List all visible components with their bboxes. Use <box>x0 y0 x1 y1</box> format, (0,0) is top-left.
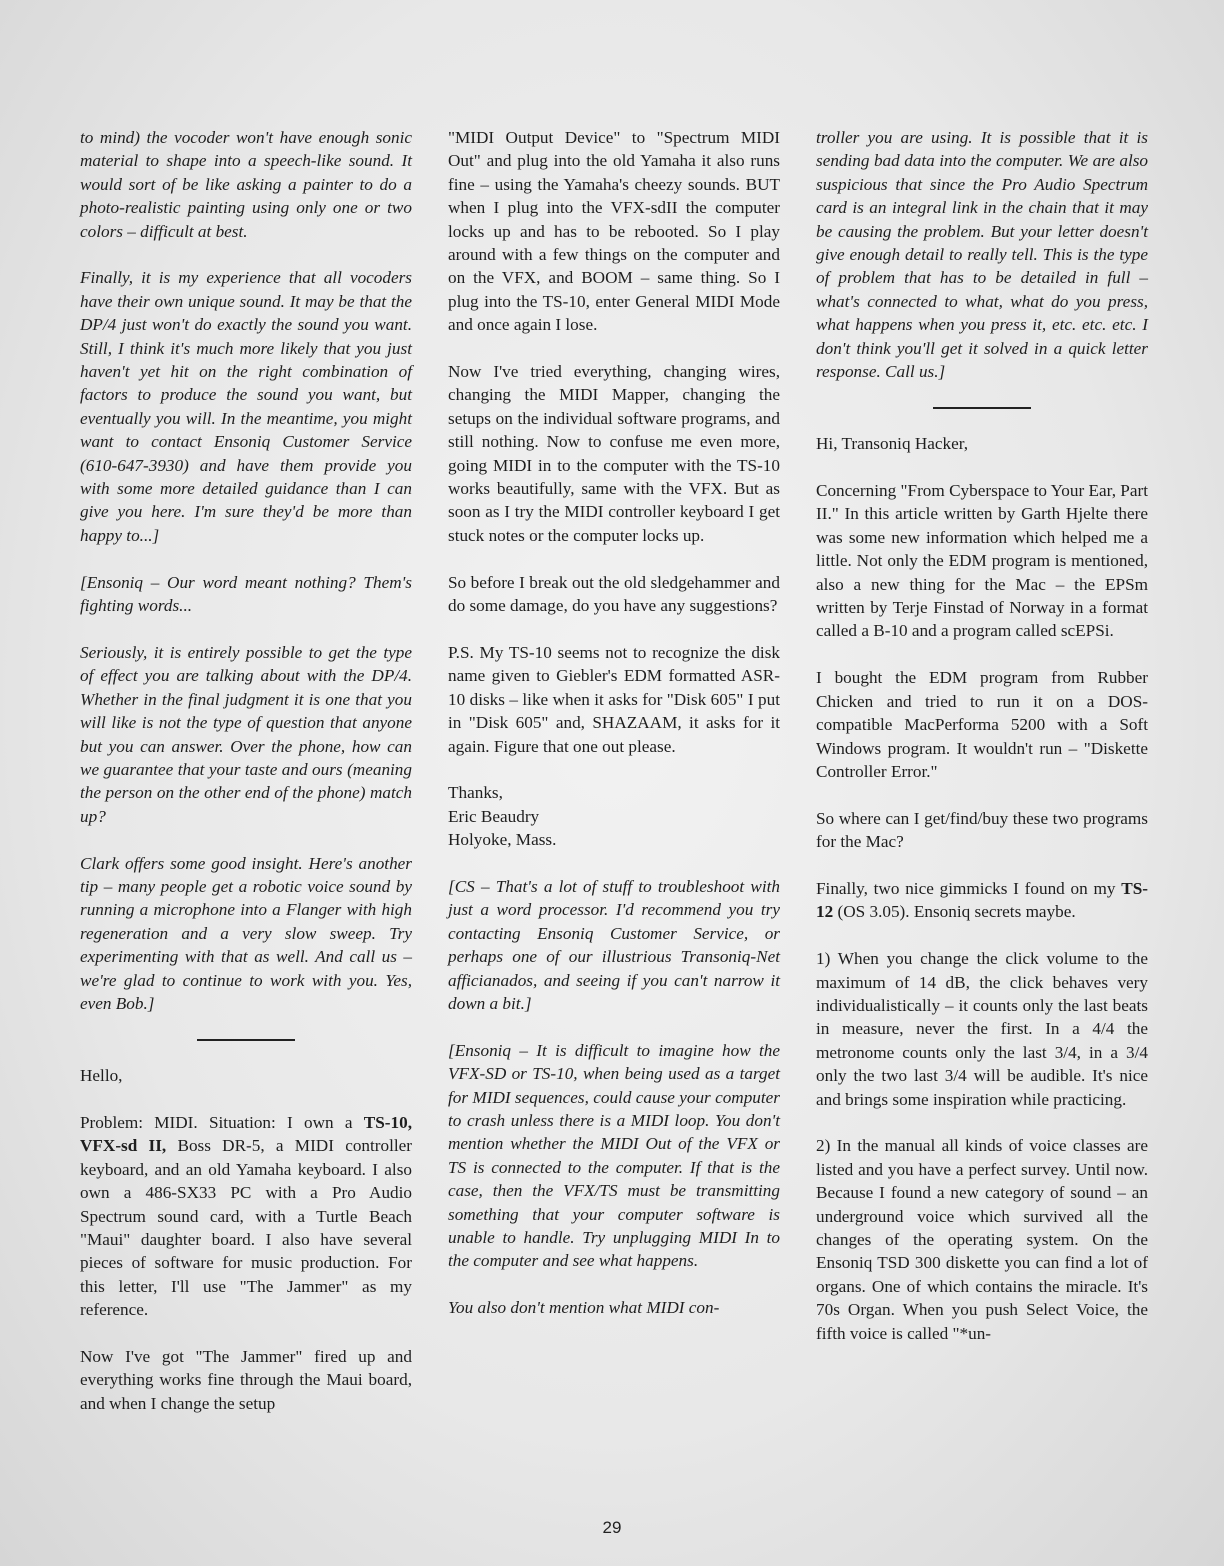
gimmicks-text-start: Finally, two nice gimmicks I found on my <box>816 878 1122 898</box>
letter-cyberspace-paragraph: Concerning "From Cyberspace to Your Ear, Part II." In this article written by Garth Hjelte there was some new information which helped me a little. Not only the EDM program is mentioned, also a new thing for the Mac – the EPSm written by Terje Finstad of Norway in a format called a B-10 and a program called scEPSi. <box>816 481 1148 641</box>
letter-edm-paragraph: I bought the EDM program from Rubber Chicken and tried to run it on a DOS-compatible MacPerforma 5200 with a Soft Windows program. It wouldn't run – "Diskette Controller Error." <box>816 668 1148 781</box>
letter-question-paragraph: So where can I get/find/buy these two programs for the Mac? <box>816 808 1148 852</box>
letter-greeting-2: Hi, Transoniq Hacker, <box>816 434 969 454</box>
letter-divider-2 <box>933 407 1031 409</box>
letter-postscript-paragraph: P.S. My TS-10 seems not to recognize the disk name given to Giebler's EDM formatted ASR-10 disks – like when it asks for "Disk 605" I put in "Disk 605" and, SHAZAAM, it asks for it again. Figure that one out please. <box>448 642 780 756</box>
column-1 <box>80 126 412 1415</box>
gimmicks-text-rest: (OS 3.05). Ensoniq secrets maybe. <box>833 902 1076 922</box>
cs-response-paragraph: [CS – That's a lot of stuff to troubleshoot with just a word processor. I'd recommend you try contacting Ensoniq Customer Service, or perhaps one of our illustrious Transoniq-Net afficianados, and seeing if you can't narrow it down a bit.] <box>448 876 780 1013</box>
signature-location: Holyoke, Mass. <box>448 830 557 850</box>
letter-greeting: Hello, <box>80 1066 123 1086</box>
ensoniq-response-paragraph: Seriously, it is entirely possible to get the type of effect you are talking about with the DP/4. Whether in the final judgment it is one that you will like is not the type of question that anyone but you can answer. Over the phone, how can we guarantee that your taste and ours (meaning the person on the other end of the phone) match up? <box>80 642 412 826</box>
ensoniq-controller-paragraph: troller you are using. It is possible that it is sending bad data into the computer. We are also suspicious that since the Pro Audio Spectrum card is an integral link in the chain that it may be causing the problem. But your letter doesn't give enough detail to really tell. This is the type of problem that has to be detailed in full – what's connected to what, what do you press, what happens when you press it, etc. etc. etc. I don't think you'll get it solved in a quick letter response. Call us.] <box>816 128 1148 382</box>
letter-click-volume-paragraph: 1) When you change the click volume to the maximum of 14 dB, the click behaves very individualistically – it counts only the last beats in measure, never the first. In a 4/4 the metronome counts only the last 3/4, in a 3/4 only the two last 3/4 will be audible. It's nice and brings some inspiration while practicing. <box>816 949 1148 1109</box>
problem-text-rest: Boss DR-5, a MIDI controller keyboard, and an old Yamaha keyboard. I also own a 486-SX33 PC with a Pro Audio Spectrum sound card, with a Turtle Beach "Maui" daughter board. I also have several pieces of software for music production. For this letter, I'll use "The Jammer" as my reference. <box>80 1136 413 1320</box>
letter-tried-everything-paragraph: Now I've tried everything, changing wires, changing the MIDI Mapper, changing the setups on the individual software programs, and still nothing. Now to confuse me even more, going MIDI in to the computer with the TS-10 works beautifully, same with the VFX. But as soon as I try the MIDI controller keyboard I get stuck notes or the computer locks up. <box>448 362 780 545</box>
column-2 <box>448 126 780 1320</box>
ensoniq-midi-response-paragraph: [Ensoniq – It is difficult to imagine how the VFX-SD or TS-10, when being used as a target for MIDI sequences, could cause your computer to crash unless there is a MIDI loop. You don't mention whether the MIDI Out of the VFX or TS is connected to the computer. If that is the case, then the VFX/TS must be transmitting something that your computer software is unable to handle. Try unplugging MIDI In to the computer and see what happens. <box>448 1040 780 1271</box>
ensoniq-tip-paragraph: Clark offers some good insight. Here's another tip – many people get a robotic voice sound by running a microphone into a Flanger with high regeneration and a very slow sweep. Try experimenting with that as well. And call us – we're glad to continue to work with you. Yes, even Bob.] <box>80 853 412 1013</box>
ts12-name: TS-12 <box>816 878 1148 922</box>
ensoniq-response-intro: [Ensoniq – Our word meant nothing? Them's fighting words... <box>80 572 412 616</box>
letter-midi-output-paragraph: "MIDI Output Device" to "Spectrum MIDI Out" and plug into the old Yamaha it also runs fine – using the Yamaha's cheezy sounds. BUT when I plug into the VFX-sdII the computer locks up and has to be rebooted. So I play around with a few things on the computer and on the VFX, and BOOM – same thing. So I plug into the TS-10, enter General MIDI Mode and once again I lose. <box>448 128 780 335</box>
letter-suggestions-paragraph: So before I break out the old sledgehammer and do some damage, do you have any suggestions? <box>448 572 780 616</box>
signature-closing: Thanks, <box>448 783 503 803</box>
letter-gimmicks-paragraph <box>816 877 1148 924</box>
instrument-names: TS-10, VFX-sd II, <box>80 1112 412 1156</box>
letter-signature <box>448 781 780 851</box>
column-3 <box>816 126 1148 1345</box>
letter-divider <box>197 1039 295 1041</box>
letter-problem-paragraph <box>80 1111 412 1322</box>
letter-jammer-paragraph: Now I've got "The Jammer" fired up and everything works fine through the Maui board, and when I change the setup <box>80 1347 412 1413</box>
ensoniq-midi-response-continued: You also don't mention what MIDI con- <box>448 1298 720 1318</box>
vocoder-finally-paragraph: Finally, it is my experience that all vocoders have their own unique sound. It may be that the DP/4 just won't do exactly the sound you want. Still, I think it's much more likely that you just haven't yet hit on the right combination of factors to produce the sound you want, but eventually you will. In the meantime, you might want to contact Ensoniq Customer Service (610-647-3930) and have them provide you with some more detailed guidance than I can give you here. I'm sure they'd be more than happy to...] <box>80 268 412 545</box>
vocoder-answer-paragraph: to mind) the vocoder won't have enough sonic material to shape into a speech-like sound. It would sort of be like asking a painter to do a photo-realistic painting using only one or two colors – difficult at best. <box>80 128 412 241</box>
letter-voice-classes-paragraph: 2) In the manual all kinds of voice classes are listed and you have a perfect survey. Until now. Because I found a new category of sound – an underground voice which survived all the changes of the operating system. On the Ensoniq TSD 300 diskette you can find a lot of organs. One of which contains the miracle. It's 70s Organ. When you push Select Voice, the fifth voice is called "*un- <box>816 1136 1148 1343</box>
problem-text-start: Problem: MIDI. Situation: I own a <box>80 1112 364 1132</box>
signature-name: Eric Beaudry <box>448 806 540 826</box>
page-number: 29 <box>602 1518 622 1537</box>
